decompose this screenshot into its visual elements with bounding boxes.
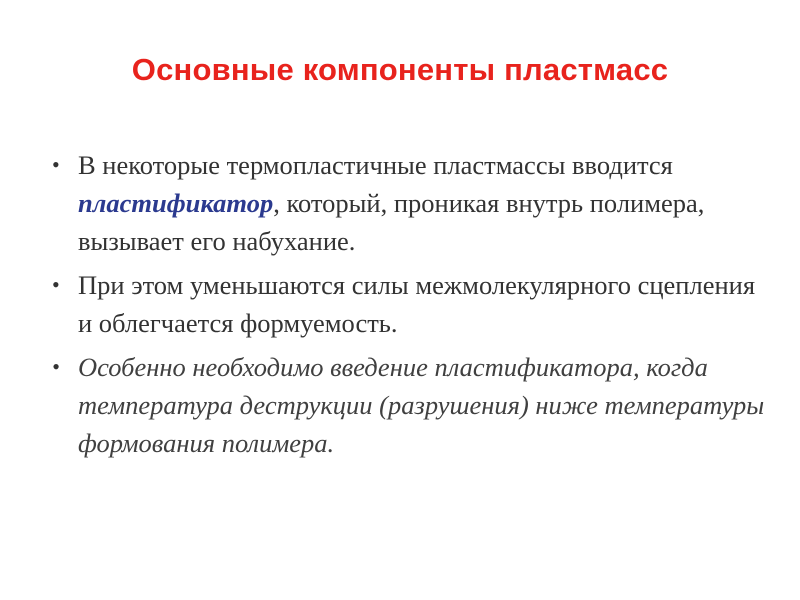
bullet-list: [46, 146, 766, 468]
highlight-term: пластификатор: [78, 188, 274, 218]
bullet-dot: •: [52, 272, 60, 297]
bullet-dot: •: [52, 354, 60, 379]
bullet-1-text-before: В некоторые термопластичные пластмассы вводится: [78, 150, 673, 180]
slide-title: Основные компоненты пластмасс: [131, 52, 669, 87]
bullet-1-text-after: , который, проникая внутрь полимера, вызывает его набухание.: [78, 188, 705, 256]
bullet-item-3: [46, 348, 766, 462]
bullet-2-text: При этом уменьшаются силы межмолекулярного сцепления и облегчается формуемость.: [78, 270, 756, 338]
bullet-item-2: [46, 266, 766, 342]
bullet-dot: •: [52, 152, 60, 177]
bullet-3-text: Особенно необходимо введение пластификатора, когда температура деструкции (разрушения) ниже температуры формования полимера.: [78, 352, 765, 458]
bullet-item-1: [46, 146, 766, 260]
